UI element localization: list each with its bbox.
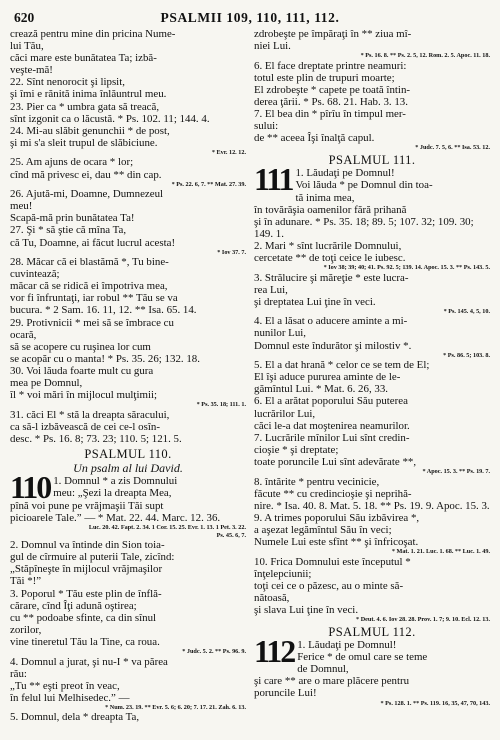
verse-line: ca să-l izbăvească de cei ce-l osîn- xyxy=(10,420,160,433)
verse-line: veşte-mă! xyxy=(10,64,53,77)
psalm-111-drop-lines xyxy=(295,167,490,203)
verse-line: să se acopere cu ruşinea lor cum xyxy=(10,340,151,353)
verse-line: 2. Mari * sînt lucrările Domnului, xyxy=(254,239,402,252)
cross-reference: * Ps. 35. 18; 111. 1. xyxy=(196,401,246,409)
verse-line: 4. Domnul a jurat, şi nu-I * va părea xyxy=(10,655,168,668)
cross-reference: * Deut. 4. 6. Iov 28. 28. Prov. 1. 7; 9. 10. Ecl. 12. 13. xyxy=(356,616,490,624)
verse-line: 6. El face dreptate printre neamuri: xyxy=(254,59,407,72)
verse-line: cercetate ** de toţi ceice le iubesc. xyxy=(254,252,406,264)
verse-line: 25. Am ajuns de ocara * lor; xyxy=(10,156,134,169)
page-number: 620 xyxy=(14,10,35,25)
verse-line: cu ** podoabe sfinte, ca din sînul xyxy=(10,611,157,624)
verse-line: măcar că se ridică ei împotriva mea, xyxy=(10,280,168,293)
verse-line: El îşi aduce pururea aminte de le- xyxy=(254,371,401,384)
verse-line: rea Lui, xyxy=(254,283,288,296)
verse-line: 1. Domnul * a zis Domnului xyxy=(53,475,178,487)
verse-line: căci le-a dat moştenirea neamurilor. xyxy=(254,419,410,432)
verse-line: 7. Lucrările mînilor Lui sînt credin- xyxy=(254,431,410,444)
verse-line: în tovărăşia oamenilor fără prihană xyxy=(254,203,407,216)
verse-line: 26. Ajută-mi, Doamne, Dumnezeul xyxy=(10,188,164,201)
verse-line: toate poruncile Lui sînt adevărate **, xyxy=(254,455,417,468)
cross-reference: * Ps. 128. 1. ** Ps. 119. 16, 35, 47, 70, 143. xyxy=(380,699,490,707)
verse-line: 5. El a dat hrană * celor ce se tem de El; xyxy=(254,359,430,372)
verse-line: Ferice * de omul care se teme xyxy=(297,651,428,664)
verse-line: Tăi *!” xyxy=(10,575,42,588)
verse-line: şi dreptatea Lui ţine în veci. xyxy=(254,295,376,308)
verse-line: „Stăpîneşte în mijlocul vrăjmaşilor xyxy=(10,563,163,576)
verse-line: toţi cei ce o păzesc, au o minte să- xyxy=(254,579,404,592)
cross-reference: * Ps. 145. 4, 5, 10. xyxy=(443,307,490,315)
right-column xyxy=(254,28,490,740)
right-top-text xyxy=(254,28,490,151)
verse-line: Domnul este îndurător şi milostiv *. xyxy=(254,339,412,352)
verse-line: pînă voi pune pe vrăjmaşii Tăi supt xyxy=(10,500,164,512)
verse-line: zdrobeşte pe împăraţi în ** ziua mî- xyxy=(254,28,412,40)
cross-reference: * Judc. 5. 2. ** Ps. 96. 9. xyxy=(182,648,246,656)
verse-line: 22. Sînt nenorocit şi lipsit, xyxy=(10,76,125,89)
cross-reference: * Judc. 7. 5, 6. ** Isa. 53. 12. xyxy=(415,144,490,152)
cross-reference: * Evr. 12. 12. xyxy=(211,148,246,156)
verse-line: 1. Lăudaţi pe Domnul! xyxy=(295,167,395,180)
verse-line: sînt izgonit ca o lăcustă. * Ps. 102. 11; 144. 4. xyxy=(10,112,210,125)
psalm-110-opening xyxy=(10,469,246,505)
verse-line: zorilor, xyxy=(10,623,42,636)
verse-line: tă inima mea, xyxy=(295,191,355,204)
psalm-111-heading: PSALMUL 111. xyxy=(328,153,416,168)
verse-line: Scapă-mă prin bunătatea Ta! xyxy=(10,212,135,225)
verse-line: 31. căci El * stă la dreapta săracului, xyxy=(10,408,170,421)
cross-reference: * Ps. 86. 5; 103. 8. xyxy=(443,351,490,359)
verse-line: înţelepciunii; xyxy=(254,567,312,580)
verse-line: de ** aceea Îşi înalţă capul. xyxy=(254,132,375,145)
cross-reference: * Ps. 22. 6, 7. ** Mat. 27. 39. xyxy=(171,180,246,188)
verse-line: nătoasă, xyxy=(254,591,290,604)
right-bottom-text xyxy=(254,675,490,706)
verse-line: şi slava Lui ţine în veci. xyxy=(254,603,359,616)
verse-line: în felul lui Melhisedec.” — xyxy=(10,691,130,704)
psalm-110-number: 110 xyxy=(10,469,51,505)
verse-line: desc. * Ps. 16. 8; 73. 23; 110. 5; 121. 5. xyxy=(10,432,182,445)
cross-reference: Luc. 20. 42. Fapt. 2. 34. 1 Cor. 15. 25. Evr. 1. 13. 1 Pet. 3. 22. xyxy=(88,524,246,532)
verse-line: 7. El bea din * pîrîu în timpul mer- xyxy=(254,108,406,121)
verse-line: cuvintează; xyxy=(10,268,60,281)
verse-line: nire. * Isa. 40. 8. Mat. 5. 18. ** Ps. 19. 9. Apoc. 15. 3. xyxy=(254,499,490,512)
psalm-110-heading: PSALMUL 110. xyxy=(84,447,172,461)
cross-reference: * Iov 38; 39; 40; 41. Ps. 92. 5; 139. 14. Apoc. 15. 3. ** Ps. 143. 5. xyxy=(323,264,490,272)
cross-reference: * Num. 23. 19. ** Evr. 5. 6; 6. 20; 7. 17. 21. Zah. 6. 13. xyxy=(105,703,246,711)
verse-line: sului: xyxy=(254,120,279,133)
verse-line: Voi lăuda * pe Domnul din toa- xyxy=(295,179,433,192)
verse-line: şi mi s'a sleit trupul de slăbiciune. xyxy=(10,136,158,149)
verse-line: „Tu ** eşti preot în veac, xyxy=(10,679,120,692)
verse-line: Numele Lui este sfînt ** şi înfricoşat. xyxy=(254,535,419,548)
verse-line: cioşie * şi dreptate; xyxy=(254,443,339,456)
verse-line: El zdrobeşte * capete pe toată întin- xyxy=(254,83,411,96)
verse-line: căci mare este bunătatea Ta; izbă- xyxy=(10,52,157,65)
verse-line: lucrărilor Lui, xyxy=(254,407,316,420)
verse-line: făcute ** cu credincioşie şi neprihă- xyxy=(254,487,412,500)
verse-line: 5. Domnul, dela * dreapta Ta, xyxy=(10,711,140,724)
psalm-112-number: 112 xyxy=(254,633,295,670)
verse-line: bucura. * 2 Sam. 16. 11, 12. ** Isa. 65. 14. xyxy=(10,304,197,317)
cross-reference: Ps. 45. 6, 7. xyxy=(216,531,246,539)
verse-line: 9. A trimes poporului Său izbăvirea *, xyxy=(254,511,420,524)
verse-line: crează pentru mine din pricina Nume- xyxy=(10,28,176,40)
verse-line: nunilor Lui, xyxy=(254,327,307,340)
psalm-111-number: 111 xyxy=(254,161,293,198)
left-top-text xyxy=(10,28,246,445)
verse-line: 24. Mi-au slăbit genunchii * de post, xyxy=(10,124,170,137)
verse-line: poruncile Lui! xyxy=(254,687,317,700)
cross-reference: * Ps. 16. 8. ** Ps. 2. 5, 12. Rom. 2. 5. Apoc. 11. 18. xyxy=(360,52,490,60)
verse-line: gul de cîrmuire al puterii Tale, zicînd: xyxy=(10,551,175,564)
psalm-112-drop-lines xyxy=(297,639,490,675)
verse-line: ocară, xyxy=(10,328,37,341)
verse-line: şi îmi e rănită inima înlăuntrul meu. xyxy=(10,88,167,101)
verse-line: 6. El a arătat poporului Său puterea xyxy=(254,395,408,408)
verse-line: lui Tău, xyxy=(10,40,44,53)
psalm-110-drop-lines xyxy=(53,475,246,499)
psalm-111-opening xyxy=(254,161,490,204)
verse-line: 27. Şi * să ştie că mîna Ta, xyxy=(10,224,127,237)
verse-line: rău: xyxy=(10,667,27,680)
verse-line: meu: „Şezi la dreapta Mea, xyxy=(53,487,172,500)
verse-line: vine tineretul Tău la Tine, ca roua. xyxy=(10,635,160,648)
verse-line: 23. Pier ca * umbra gata să treacă, xyxy=(10,100,160,113)
psalm-112-heading: PSALMUL 112. xyxy=(328,625,416,640)
psalm-112-opening xyxy=(254,633,490,676)
verse-line: 2. Domnul va întinde din Sion toia- xyxy=(10,539,165,552)
cross-reference: * Mat. 1. 21. Luc. 1. 68. ** Luc. 1. 49. xyxy=(391,548,490,556)
verse-line: cînd mă privesc ei, dau ** din cap. xyxy=(10,168,162,181)
cross-reference: * Iov 37. 7. xyxy=(217,248,246,256)
psalm-110-subtitle: Un psalm al lui David. xyxy=(73,461,183,475)
verse-line: 4. El a lăsat o aducere aminte a mi- xyxy=(254,315,408,328)
verse-line: 29. Protivnicii * mei să se îmbrace cu xyxy=(10,316,174,329)
verse-line: 30. Voi lăuda foarte mult cu gura xyxy=(10,364,154,377)
verse-line: niei Lui. xyxy=(254,40,291,53)
verse-line: gămîntul Lui. * Mat. 6. 26, 33. xyxy=(254,383,389,396)
text-columns xyxy=(10,28,490,740)
verse-line: derea ţării. * Ps. 68. 21. Hab. 3. 13. xyxy=(254,95,408,108)
verse-line: îl * voi mări în mijlocul mulţimii; xyxy=(10,389,158,402)
verse-line: 3. Poporul * Tău este plin de înflă- xyxy=(10,587,162,600)
cross-reference: * Apoc. 15. 3. ** Ps. 19. 7. xyxy=(422,468,490,475)
page-title: PSALMII 109, 110, 111, 112. xyxy=(160,10,340,25)
verse-line: şi în adunare. * Ps. 35. 18; 89. 5; 107. 32; 109. 30; 149. 1. xyxy=(254,215,474,240)
verse-line: se acopăr cu o manta! * Ps. 35. 26; 132. 18. xyxy=(10,352,200,365)
verse-line: 3. Strălucire şi măreţie * este lucra- xyxy=(254,271,409,284)
verse-line: vor fi înfruntaţi, iar robul ** Tău se va xyxy=(10,292,178,305)
verse-line: a aşezat legămîntul Său în veci; xyxy=(254,523,392,536)
verse-line: cărare, cînd Îţi adună oştirea; xyxy=(10,599,137,612)
verse-line: mea pe Domnul, xyxy=(10,377,83,390)
verse-line: meu! xyxy=(10,200,33,213)
right-mid-text xyxy=(254,204,490,623)
left-column xyxy=(10,28,246,740)
verse-line: 10. Frica Domnului este începutul * xyxy=(254,555,411,568)
page-header xyxy=(10,8,490,28)
verse-line: şi care ** are o mare plăcere pentru xyxy=(254,675,410,688)
verse-line: 8. întărite * pentru vecinicie, xyxy=(254,475,380,488)
verse-line: picioarele Tale.” — * Mat. 22. 44. Marc. 12. 36. xyxy=(10,512,221,525)
verse-line: 28. Măcar că ei blastămă *, Tu bine- xyxy=(10,256,169,269)
verse-line: totul este plin de trupuri moarte; xyxy=(254,71,395,84)
verse-line: 1. Lăudaţi pe Domnul! xyxy=(297,639,397,652)
verse-line: că Tu, Doamne, ai făcut lucrul acesta! xyxy=(10,236,176,249)
verse-line: de Domnul, xyxy=(297,663,349,676)
left-bottom-text xyxy=(10,500,246,724)
